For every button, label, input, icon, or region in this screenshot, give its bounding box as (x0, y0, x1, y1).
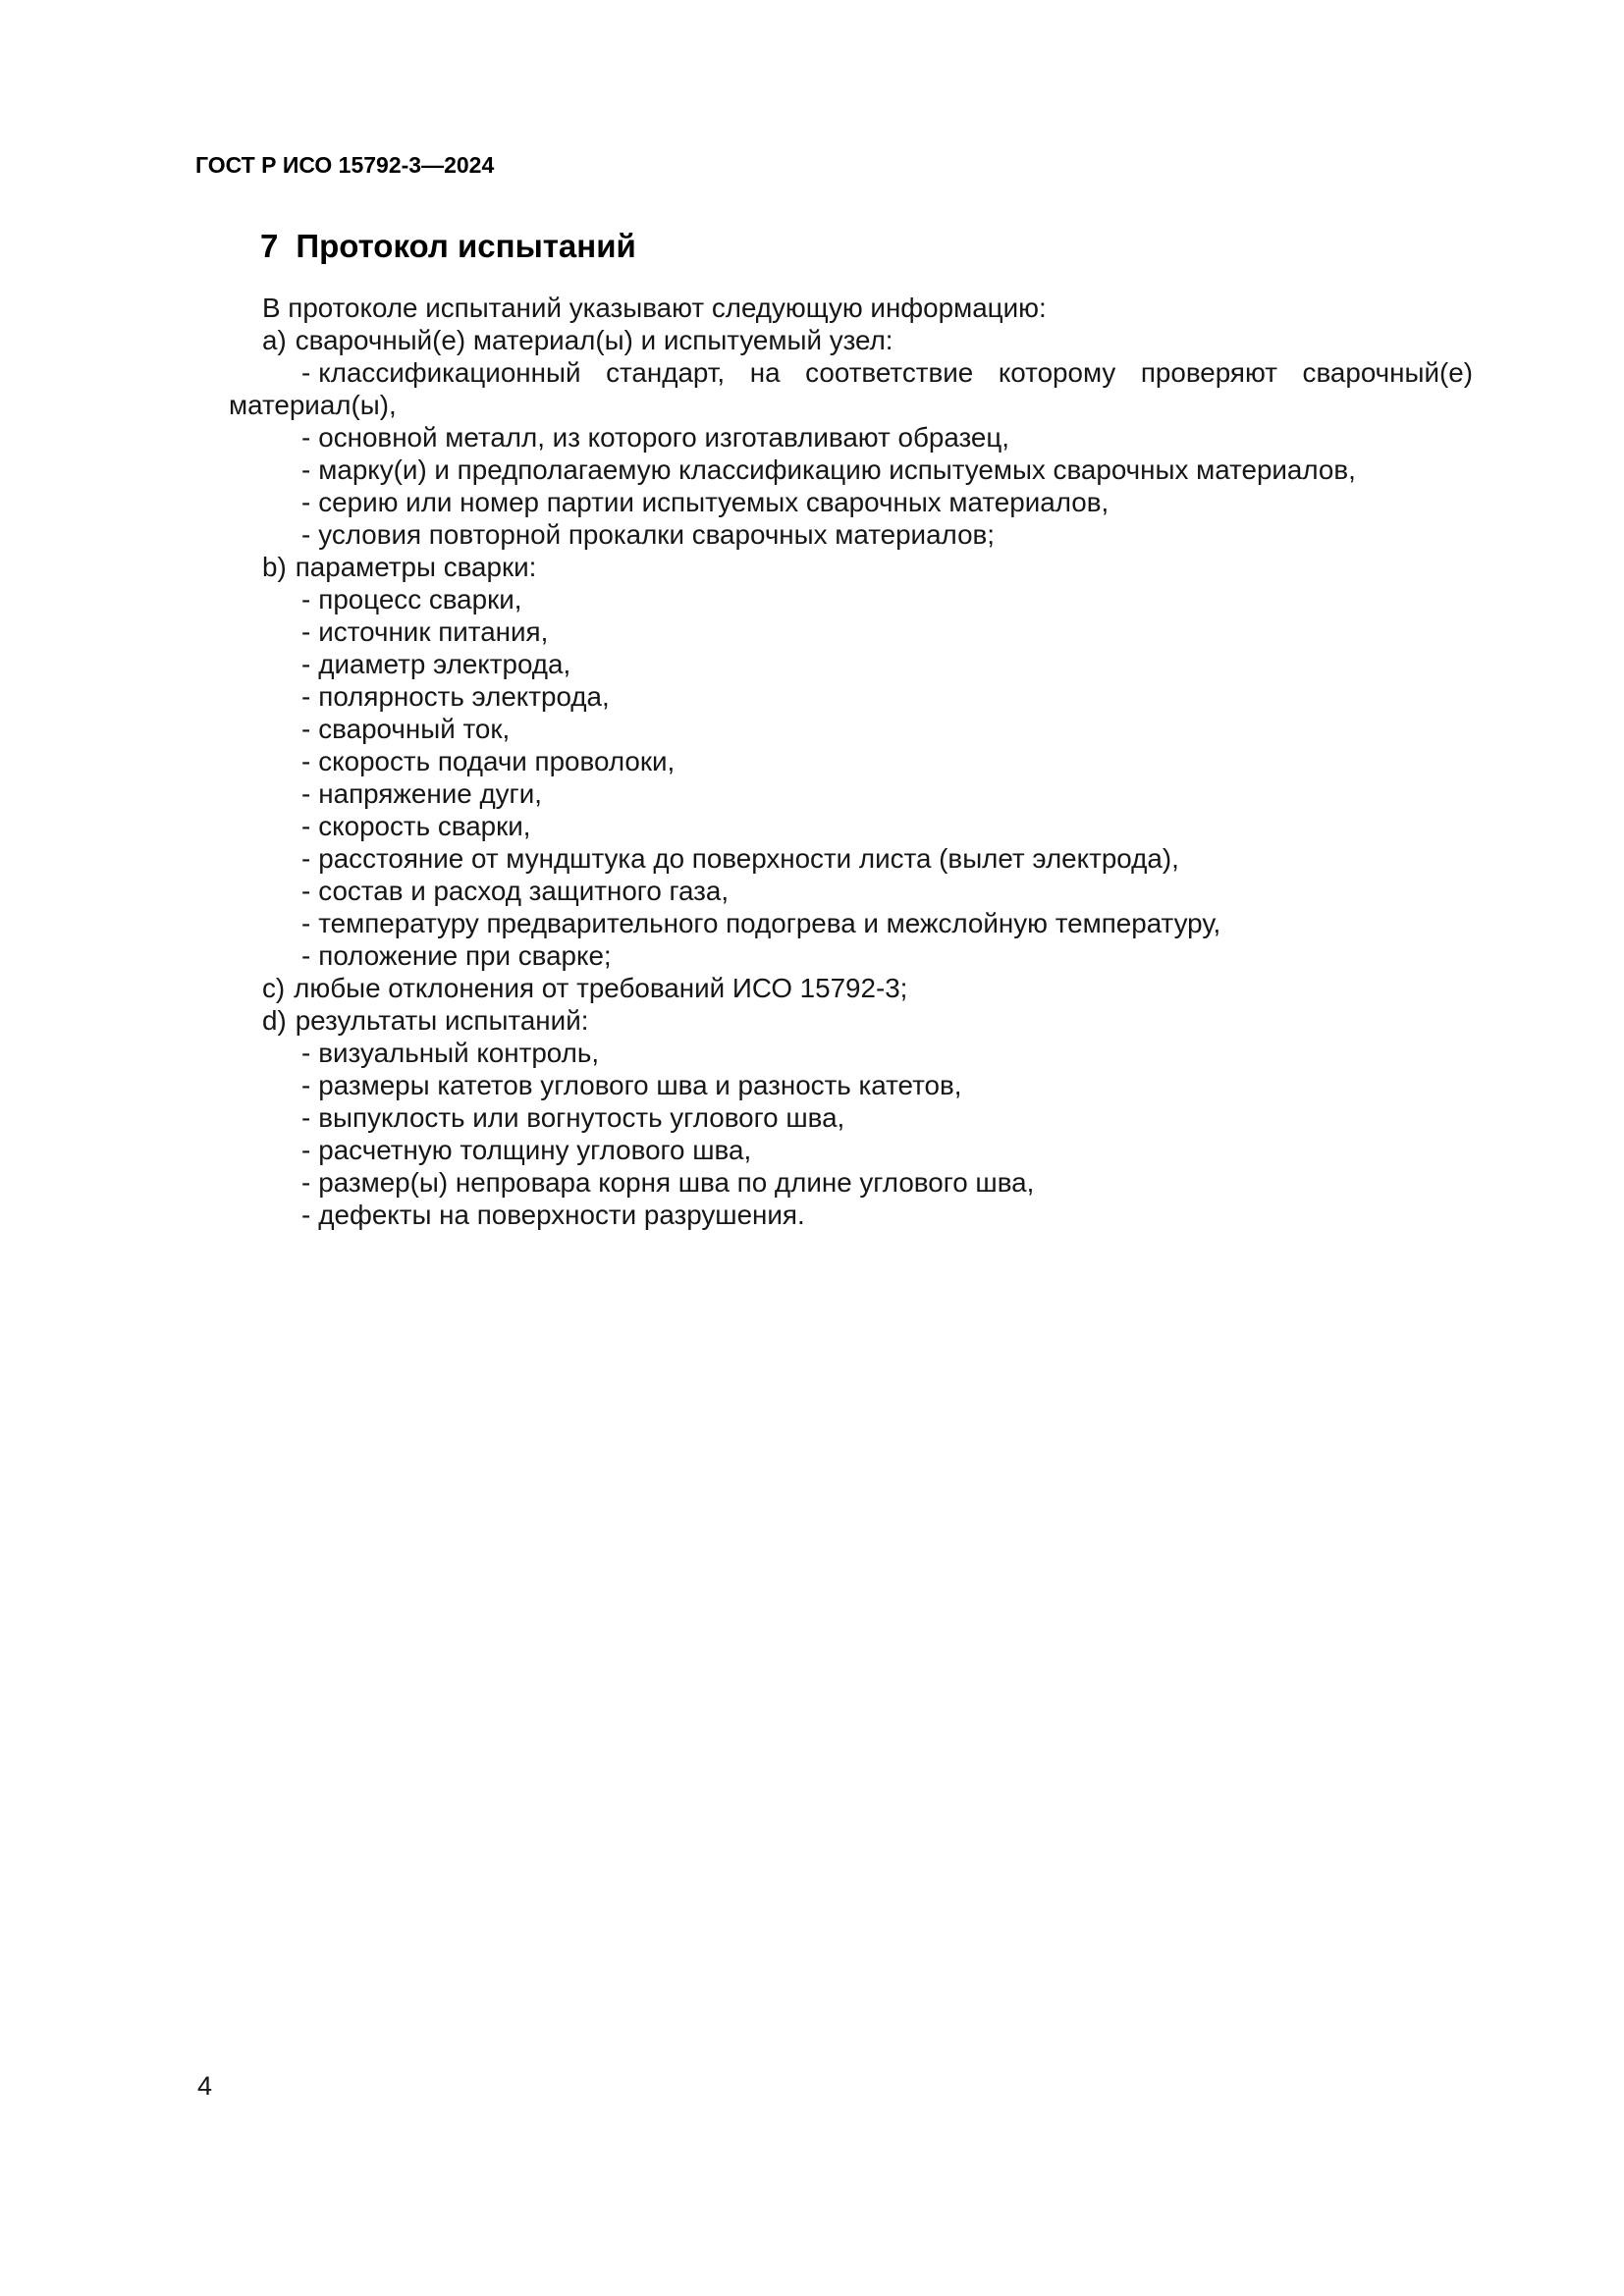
list-item (229, 972, 1473, 1004)
list-item (229, 939, 1473, 972)
list-marker: d) (262, 1005, 287, 1036)
list-marker: - (301, 454, 311, 485)
list-item-text: основной металл, из которого изготавливают образец, (318, 422, 1010, 453)
list-marker: c) (262, 973, 286, 1003)
running-header: ГОСТ Р ИСО 15792-3—2024 (195, 152, 495, 178)
list-item (229, 1004, 1473, 1037)
list-item-text: полярность электрода, (318, 681, 610, 712)
list-marker: - (301, 519, 311, 550)
list-item (229, 875, 1473, 907)
list-item-text: размер(ы) непровара корня шва по длине углового шва, (318, 1167, 1035, 1198)
list-item (229, 745, 1473, 777)
list-marker: - (301, 778, 311, 809)
list-item (229, 713, 1473, 745)
list-marker: - (301, 1102, 311, 1133)
list-item-text: сварочный ток, (318, 714, 511, 744)
list-marker: - (301, 940, 311, 971)
list-item (229, 907, 1473, 939)
list-marker: - (301, 422, 311, 453)
list-item-text: источник питания, (318, 616, 549, 647)
list-item (229, 648, 1473, 680)
section-heading (260, 228, 636, 265)
list-item-text: любые отклонения от требований ИСО 15792-3; (294, 973, 908, 1003)
list-marker: - (301, 811, 311, 841)
list-item-text: положение при сварке; (318, 940, 612, 971)
list-item-text: условия повторной прокалки сварочных материалов; (318, 519, 996, 550)
list-marker: a) (262, 325, 287, 355)
list-marker: b) (262, 552, 287, 582)
list-item-text: расчетную толщину углового шва, (318, 1135, 752, 1165)
list-item (229, 324, 1473, 356)
list-item (229, 1069, 1473, 1101)
list-item (229, 1166, 1473, 1199)
list-item (229, 1134, 1473, 1166)
list-item (229, 1199, 1473, 1231)
list-marker: - (301, 1135, 311, 1165)
list-item-text: состав и расход защитного газа, (318, 876, 730, 906)
list-marker: - (301, 843, 311, 874)
list-item-text: выпуклость или вогнутость углового шва, (318, 1102, 845, 1133)
list-item-text: серию или номер партии испытуемых сварочных материалов, (318, 487, 1110, 517)
list-item-text: параметры сварки: (295, 552, 537, 582)
list-item (229, 454, 1473, 486)
list-item-text: размеры катетов углового шва и разность катетов, (318, 1070, 962, 1100)
list-item-text: процесс сварки, (318, 584, 522, 614)
list-marker: - (301, 681, 311, 712)
list-item-text: марку(и) и предполагаемую классификацию испытуемых сварочных материалов, (318, 454, 1356, 485)
list-item (229, 615, 1473, 648)
list-marker: - (301, 1070, 311, 1100)
list-item-text: визуальный контроль, (318, 1038, 600, 1068)
list-marker: - (301, 1200, 311, 1230)
page-number: 4 (197, 2071, 213, 2101)
list-marker: - (301, 1167, 311, 1198)
list-marker: - (301, 616, 311, 647)
list-marker: - (301, 746, 311, 776)
list-item-text: результаты испытаний: (295, 1005, 589, 1036)
list-item (229, 810, 1473, 842)
list-item-text: сварочный(е) материал(ы) и испытуемый узел: (295, 325, 893, 355)
list-item-text: скорость сварки, (318, 811, 531, 841)
list-item (229, 486, 1473, 518)
list-item-text: напряжение дуги, (318, 778, 542, 809)
section-title: Протокол испытаний (296, 228, 636, 264)
list-item-text: скорость подачи проволоки, (318, 746, 676, 776)
list-marker: - (301, 714, 311, 744)
list-marker: - (301, 649, 311, 679)
list-marker: - (301, 908, 311, 938)
list-item-text: диаметр электрода, (318, 649, 571, 679)
list-marker: - (301, 584, 311, 614)
list-marker: - (301, 1038, 311, 1068)
list-item (229, 356, 1473, 421)
list-item (229, 680, 1473, 713)
intro-paragraph: В протоколе испытаний указывают следующую информацию: (262, 293, 1047, 323)
body-text (229, 292, 1473, 1231)
list-item (229, 777, 1473, 810)
list-item (229, 518, 1473, 551)
list-item (229, 1037, 1473, 1069)
list-item-text: классификационный стандарт, на соответствие которому проверяют сварочный(е) материал(ы), (229, 357, 1473, 420)
list-item (229, 551, 1473, 583)
list-marker: - (301, 487, 311, 517)
list-item-text: температуру предварительного подогрева и межслойную температуру, (318, 908, 1221, 938)
section-number: 7 (260, 228, 279, 264)
list (229, 324, 1473, 1231)
list-item (229, 842, 1473, 875)
list-marker: - (301, 876, 311, 906)
list-marker: - (301, 357, 311, 388)
list-item (229, 583, 1473, 615)
list-item-text: дефекты на поверхности разрушения. (318, 1200, 805, 1230)
list-item (229, 421, 1473, 454)
list-item (229, 1101, 1473, 1134)
list-item-text: расстояние от мундштука до поверхности листа (вылет электрода), (318, 843, 1179, 874)
